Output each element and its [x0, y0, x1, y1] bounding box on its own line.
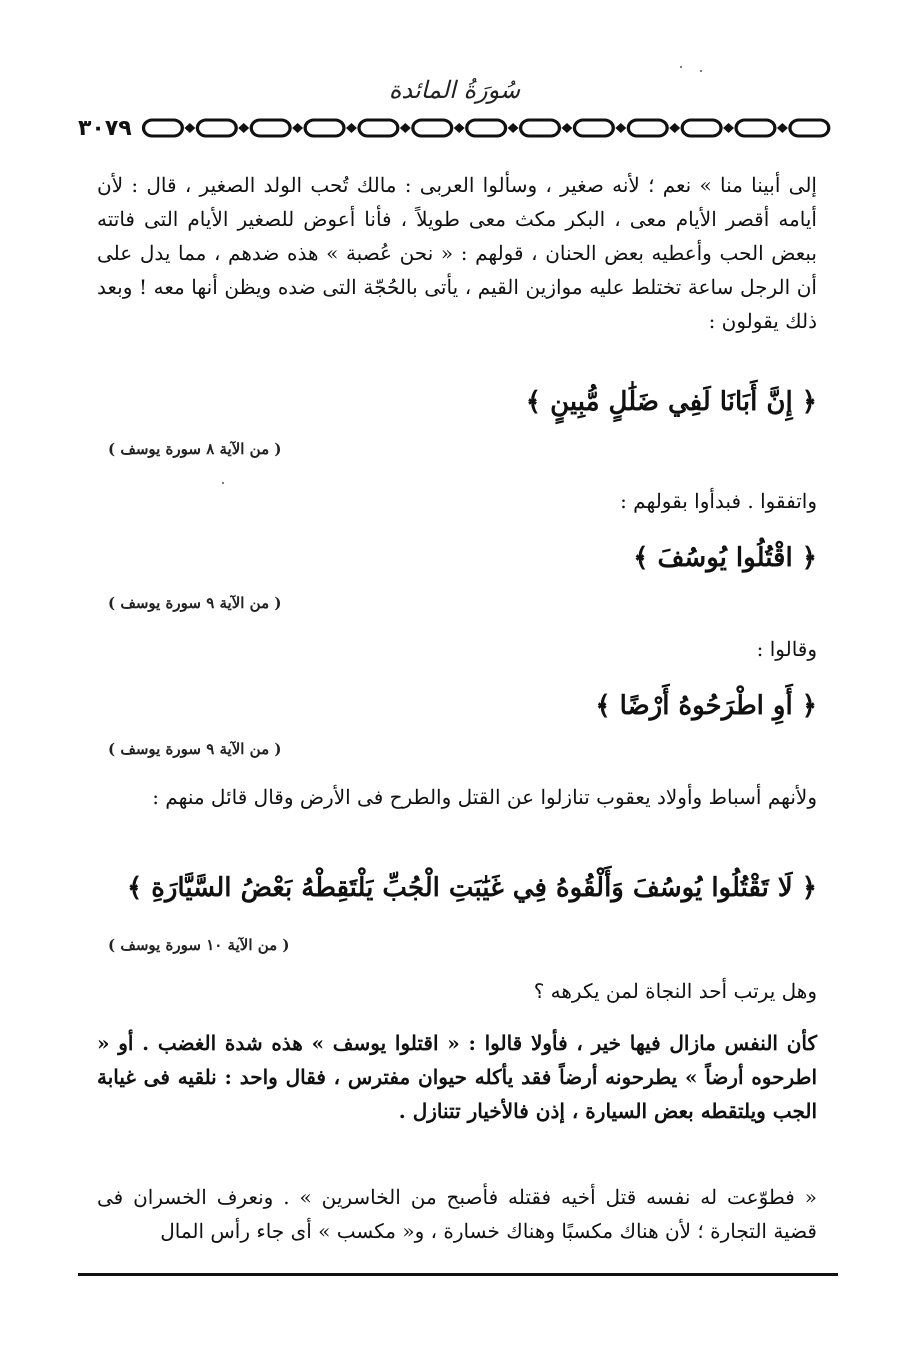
- chain-link: [143, 120, 182, 136]
- verse-open-bracket: ﴿: [801, 691, 817, 721]
- chain-ornament: [136, 112, 836, 144]
- verse-3-text: أَوِ اطْرَحُوهُ أَرْضًا: [619, 691, 793, 721]
- chain-link: [413, 120, 452, 136]
- verse-4-text: لَا تَقْتُلُوا يُوسُفَ وَأَلْقُوهُ فِي غَيَٰبَتِ الْجُبِّ يَلْتَقِطْهُ بَعْضُ السَّيَّارَةِ: [151, 873, 793, 903]
- chain-diamond: [184, 123, 195, 133]
- chain-link: [251, 120, 290, 136]
- chain-diamond: [615, 123, 626, 133]
- verse-open-bracket: ﴿: [801, 387, 817, 417]
- verse-1-text: إِنَّ أَبَانَا لَفِي ضَلَٰلٍ مُّبِينٍ: [550, 387, 793, 417]
- verse-2: [633, 536, 817, 580]
- chain-link: [520, 120, 559, 136]
- scan-speck: [700, 70, 702, 72]
- chain-link: [574, 120, 613, 136]
- verse-close-bracket: ﴾: [595, 691, 611, 721]
- chain-link: [359, 120, 398, 136]
- verse-open-bracket: ﴿: [801, 543, 817, 573]
- chain-link: [790, 120, 829, 136]
- chain-diamond: [561, 123, 572, 133]
- paragraph-2: واتفقوا . فبدأوا بقولهم :: [620, 489, 817, 513]
- chain-diamond: [453, 123, 464, 133]
- chain-diamond: [400, 123, 411, 133]
- chain-link: [305, 120, 344, 136]
- verse-4: [127, 866, 817, 910]
- citation-3: ( من الآية ٩ سورة يوسف ): [108, 740, 282, 758]
- chain-link: [682, 120, 721, 136]
- page-number: ٣٠٧٩: [78, 115, 132, 141]
- paragraph-7: « فطوّعت له نفسه قتل أخيه فقتله فأصبح من الخاسرين » . ونعرف الخسران فى قضية التجارة ؛ لأن هناك مكسبًا وهناك خسارة ، و« مكسب » أى جاء رأس المال: [97, 1185, 817, 1243]
- verse-close-bracket: ﴾: [126, 873, 143, 903]
- verse-1: [526, 380, 817, 424]
- paragraph-5: وهل يرتب أحد النجاة لمن يكرهه ؟: [533, 979, 817, 1003]
- verse-close-bracket: ﴾: [633, 543, 649, 573]
- paragraph-3: وقالوا :: [756, 637, 817, 661]
- chain-diamond: [238, 123, 249, 133]
- verse-3: [595, 684, 817, 728]
- scan-speck: [222, 482, 224, 484]
- citation-4: ( من الآية ١٠ سورة يوسف ): [108, 936, 290, 954]
- surah-title: سُورَةُ المائدة: [388, 76, 521, 104]
- chain-diamond: [507, 123, 518, 133]
- chain-link: [466, 120, 505, 136]
- paragraph-1: إلى أبينا منا » نعم ؛ لأنه صغير ، وسألوا العربى : مالك تُحب الولد الصغير ، قال : لأن أيامه أقصر الأيام معى ، البكر مكث معى طويلاً ، فأنا أعوض للصغير الأيام التى فاتته ببعض الحب وأعطيه بعض الحنان ، قولهم : « نحن عُصبة » هذه ضدهم ، مما يدل على أن الرجل ساعة تختلط عليه موازين القيم ، يأتى بالحُجّة التى ضده ويظن أنها معه ! وبعد ذلك يقولون :: [97, 173, 817, 333]
- chain-diamond: [777, 123, 788, 133]
- paragraph-6: كأن النفس مازال فيها خير ، فأولا قالوا : « اقتلوا يوسف » هذه شدة الغضب . أو « اطرحوه أرضاً » يطرحونه أرضاً فقد يأكله حيوان مفترس ، فقال واحد : نلقيه فى غيابة الجب ويلتقطه بعض السيارة ، إذن فالأخيار تتنازل .: [97, 1031, 817, 1123]
- citation-2: ( من الآية ٩ سورة يوسف ): [108, 594, 282, 612]
- verse-2-text: اقْتُلُوا يُوسُفَ: [657, 543, 793, 573]
- chain-diamond: [346, 123, 357, 133]
- scan-speck: [680, 66, 682, 68]
- verse-open-bracket: ﴿: [801, 873, 817, 903]
- verse-close-bracket: ﴾: [525, 387, 542, 417]
- chain-diamond: [723, 123, 734, 133]
- chain-link: [197, 120, 236, 136]
- citation-1: ( من الآية ٨ سورة يوسف ): [108, 440, 282, 458]
- chain-link: [736, 120, 775, 136]
- chain-diamond: [292, 123, 303, 133]
- chain-ornament-svg: [136, 112, 836, 144]
- footer-rule: [78, 1273, 838, 1276]
- header-ornament-band: [74, 112, 836, 144]
- chain-link: [628, 120, 667, 136]
- chain-diamond: [669, 123, 680, 133]
- paragraph-4: ولأنهم أسباط وأولاد يعقوب تنازلوا عن القتل والطرح فى الأرض وقال قائل منهم :: [152, 785, 817, 809]
